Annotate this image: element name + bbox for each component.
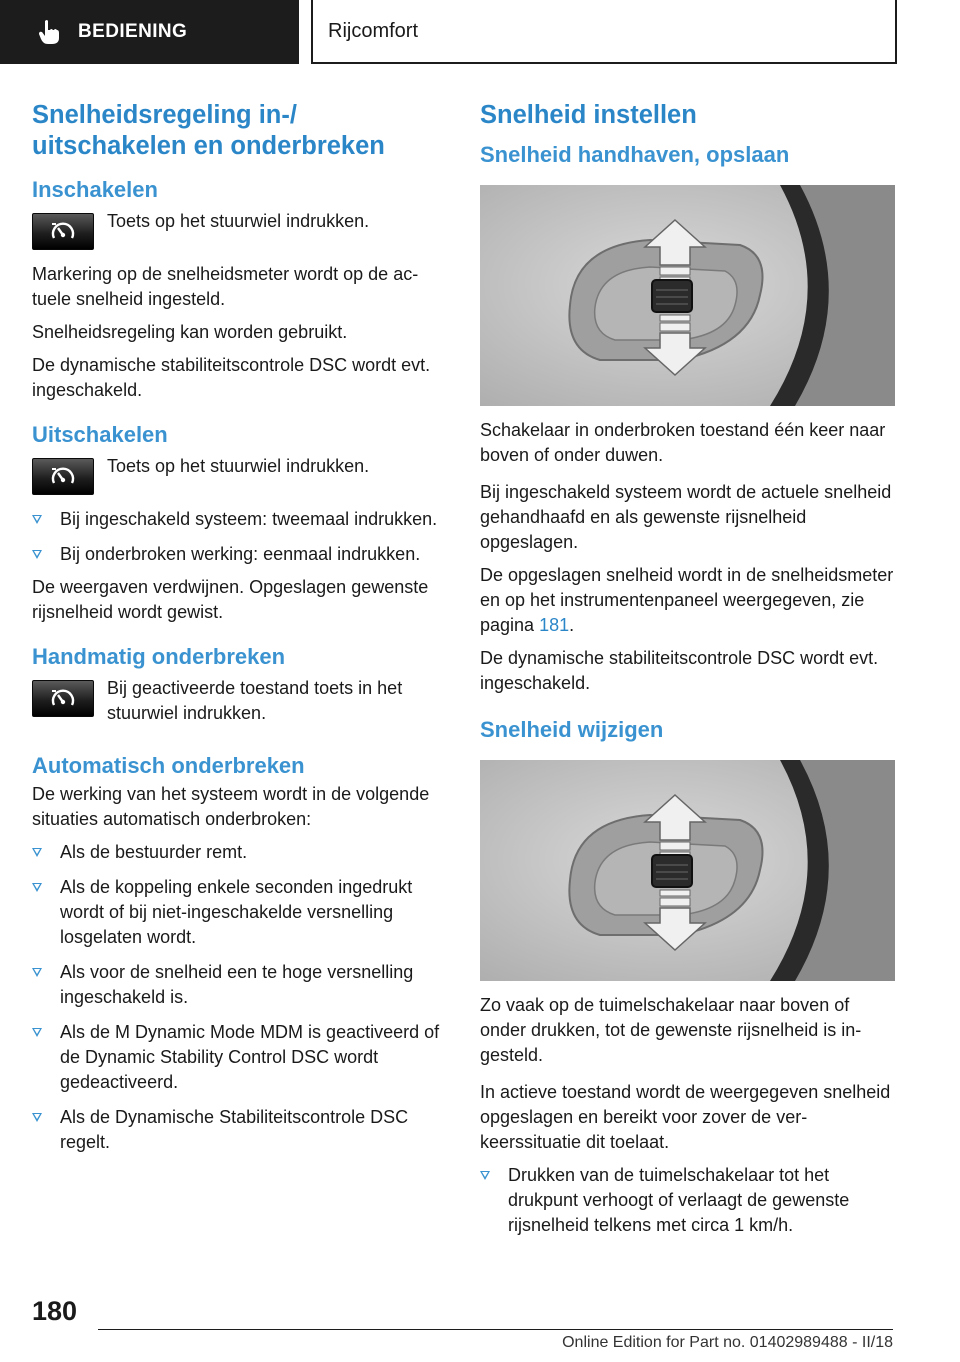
speedometer-icon — [50, 687, 76, 711]
bullet-triangle-icon — [32, 848, 42, 857]
paragraph: De werking van het systeem wordt in de volgende situaties automatisch onderbroken: — [32, 784, 430, 829]
bullet-triangle-icon — [32, 883, 42, 892]
list-item: Bij ingeschakeld systeem: tweemaal indrukken. — [32, 507, 447, 532]
heading-wijzigen: Snelheid wijzigen — [480, 717, 664, 742]
paragraph: Schakelaar in onderbroken toestand één keer naar boven of onder duwen. — [480, 420, 886, 465]
heading-handmatig: Handmatig onderbreken — [32, 644, 286, 669]
list-item: Bij onderbroken werking: eenmaal indrukken. — [32, 542, 447, 567]
paragraph-text: . — [569, 615, 575, 635]
list-item: Als de M Dynamic Mode MDM is geactiveerd of de Dynamic Stability Control DSC wordt gedeactiveerd. — [32, 1020, 447, 1095]
section-title-snelheidsregeling: Snelheidsregeling in-/ uitschakelen en onderbreken — [32, 101, 385, 160]
cruise-control-button-icon — [32, 458, 94, 495]
right-column — [480, 100, 895, 1238]
list-item: Als de bestuurder remt. — [32, 840, 447, 865]
paragraph: Markering op de snelheidsmeter wordt op de actuele snelheid ingesteld. — [32, 264, 419, 309]
chapter-label: Rijcomfort — [328, 19, 419, 42]
paragraph: Snelheidsregeling kan worden gebruikt. — [32, 322, 348, 342]
cruise-control-button-icon — [32, 680, 94, 717]
list-item: Als de Dynamische Stabiliteitscontrole DSC regelt. — [32, 1105, 447, 1155]
page-number: 180 — [32, 1296, 78, 1326]
paragraph: In actieve toestand wordt de weergegeven snelheid opgeslagen en bereikt voor zover de verkeerssituatie dit toelaat. — [480, 1082, 891, 1152]
cruise-control-button-icon — [32, 213, 94, 250]
section-tab — [0, 0, 299, 64]
speedometer-icon — [50, 465, 76, 489]
steering-wheel-rocker-photo — [480, 185, 895, 406]
heading-handhaven: Snelheid handhaven, opslaan — [480, 142, 790, 167]
bullet-triangle-icon — [32, 1028, 42, 1037]
paragraph — [480, 563, 895, 638]
paragraph: De dynamische stabiliteitscontrole DSC wordt evt. ingeschakeld. — [480, 648, 879, 693]
paragraph: De weergaven verdwijnen. Opgeslagen gewenste rijsnelheid wordt gewist. — [32, 577, 429, 622]
section-title-snelheid-instellen: Snelheid instellen — [480, 101, 697, 129]
left-column — [32, 100, 447, 1155]
edition-footer: Online Edition for Part no. 01402989488 - II/18 — [562, 1334, 893, 1351]
handmatig-button-text: Bij geactiveerde toestand toets in het stuurwiel indrukken. — [107, 678, 403, 723]
paragraph-text: De opgeslagen snelheid wordt in de snelheidsmeter en op het instrumentenpaneel weergegeven, zie pagina — [480, 565, 894, 635]
paragraph: De dynamische stabiliteitscontrole DSC wordt evt. ingeschakeld. — [32, 355, 431, 400]
list-item: Drukken van de tuimelschakelaar tot het drukpunt verhoogt of verlaagt de gewenste rijsnelheid telkens met circa 1 km/h. — [480, 1163, 895, 1238]
bullet-triangle-icon — [32, 968, 42, 977]
automatisch-list — [32, 840, 447, 1155]
bullet-triangle-icon — [32, 515, 42, 524]
heading-uitschakelen: Uitschakelen — [32, 422, 168, 447]
speedometer-icon — [50, 220, 76, 244]
bullet-triangle-icon — [32, 550, 42, 559]
paragraph: Bij ingeschakeld systeem wordt de actuele snelheid gehandhaafd en als gewenste rijsnelheid opgeslagen. — [480, 482, 892, 552]
bullet-triangle-icon — [32, 1113, 42, 1122]
bullet-triangle-icon — [480, 1171, 490, 1180]
paragraph: Zo vaak op de tuimelschakelaar naar boven of onder drukken, tot de gewenste rijsnelheid is ingesteld. — [480, 995, 862, 1065]
heading-automatisch: Automatisch onderbreken — [32, 753, 305, 778]
footer-divider — [98, 1329, 893, 1330]
list-item: Als de koppeling enkele seconden ingedrukt wordt of bij niet-ingeschakelde versnelling losgelaten wordt. — [32, 875, 447, 950]
hand-pointer-icon — [38, 19, 60, 45]
steering-wheel-rocker-photo — [480, 760, 895, 981]
heading-inschakelen: Inschakelen — [32, 177, 158, 202]
list-item: Als voor de snelheid een te hoge versnelling ingeschakeld is. — [32, 960, 447, 1010]
uitschakelen-button-text: Toets op het stuurwiel indrukken. — [107, 456, 370, 476]
inschakelen-button-text: Toets op het stuurwiel indrukken. — [107, 211, 370, 231]
uitschakelen-list — [32, 507, 447, 567]
section-label: BEDIENING — [78, 21, 188, 42]
wijzigen-list — [480, 1163, 895, 1238]
chapter-header — [311, 0, 897, 64]
page-reference-link[interactable]: 181 — [539, 615, 570, 635]
